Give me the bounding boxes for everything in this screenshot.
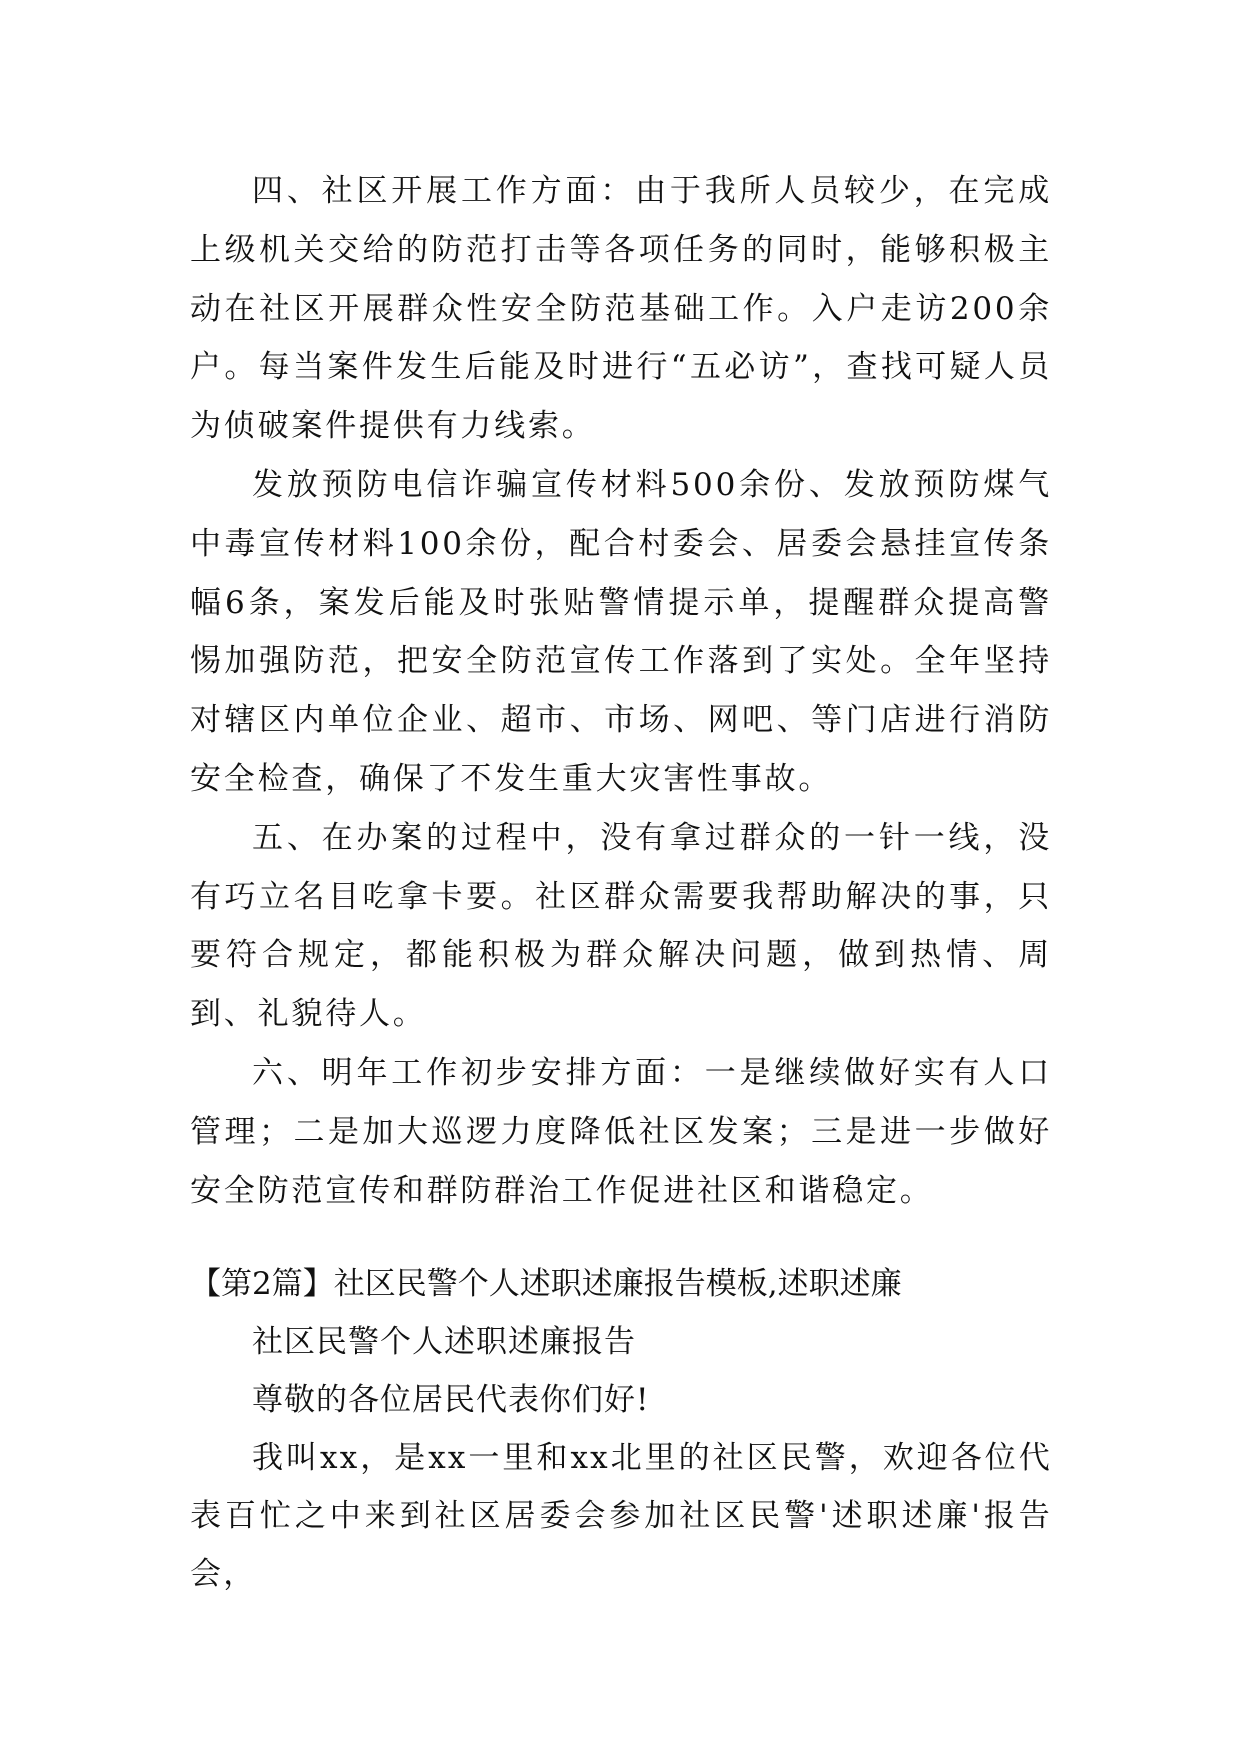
paragraph-next-year-plan: 六、明年工作初步安排方面：一是继续做好实有人口管理；二是加大巡逻力度降低社区发案；三是进一步做好安全防范宣传和群防群治工作促进社区和谐稳定。 (190, 1054, 1052, 1209)
paragraph-publicity-materials: 发放预防电信诈骗宣传材料500余份、发放预防煤气中毒宣传材料100余份，配合村委会、居委会悬挂宣传条幅6条，案发后能及时张贴警情提示单，提醒群众提高警惕加强防范，把安全防范宣传工作落到了实处。全年坚持对辖区内单位企业、超市、市场、网吧、等门店进行消防安全检查，确保了不发生重大灾害性事故。 (190, 466, 1052, 797)
paragraph-integrity: 五、在办案的过程中，没有拿过群众的一针一线，没有巧立名目吃拿卡要。社区群众需要我帮助解决的事，只要符合规定，都能积极为群众解决问题，做到热情、周到、礼貌待人。 (190, 819, 1052, 1033)
article-2-greeting: 尊敬的各位居民代表你们好! (252, 1382, 650, 1418)
article-2-title: 社区民警个人述职述廉报告 (252, 1324, 636, 1360)
paragraph-community-work: 四、社区开展工作方面：由于我所人员较少，在完成上级机关交给的防范打击等各项任务的同时，能够积极主动在社区开展群众性安全防范基础工作。入户走访200余户。每当案件发生后能及时进行“五必访”，查找可疑人员为侦破案件提供有力线索。 (190, 173, 1052, 445)
article-2-intro: 我叫xx，是xx一里和xx北里的社区民警，欢迎各位代表百忙之中来到社区居委会参加社区民警'述职述廉'报告会， (190, 1440, 1052, 1592)
article-2-section (190, 1255, 1052, 1603)
report-body-section (190, 162, 1052, 1220)
article-2-heading: 【第2篇】社区民警个人述职述廉报告模板,述职述廉 (190, 1266, 902, 1302)
